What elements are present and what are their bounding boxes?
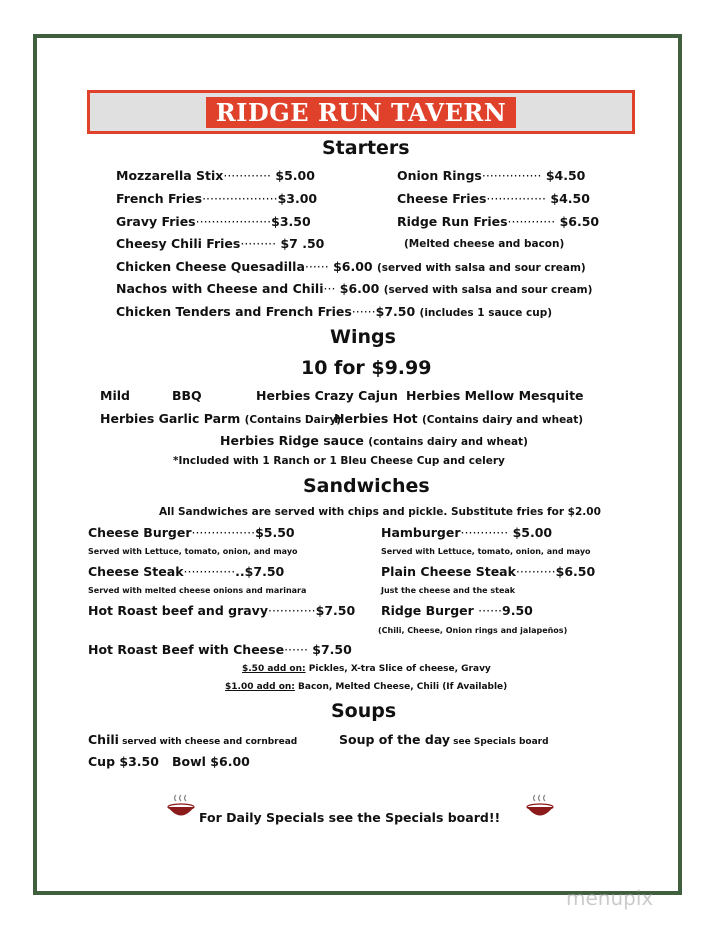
menu-item: Cheese Fries··············· $4.50 bbox=[397, 191, 590, 206]
addon-line: $1.00 add on: Bacon, Melted Cheese, Chili (If Available) bbox=[225, 682, 508, 692]
wing-flavor: Mild bbox=[100, 388, 130, 403]
menu-item: Chicken Cheese Quesadilla······ $6.00 (served with salsa and sour cream) bbox=[116, 259, 586, 274]
wing-flavor: Herbies Garlic Parm (Contains Dairy) bbox=[100, 411, 342, 426]
menu-item: Cheese Burger················$5.50 bbox=[88, 525, 295, 540]
menu-item: Hamburger············ $5.00 bbox=[381, 525, 553, 540]
menu-item: Gravy Fries···················$3.50 bbox=[116, 214, 311, 229]
restaurant-title: RIDGE RUN TAVERN bbox=[206, 97, 516, 128]
wing-flavor: Herbies Crazy Cajun bbox=[256, 388, 398, 403]
addon-line: $.50 add on: Pickles, X-tra Slice of cheese, Gravy bbox=[242, 664, 491, 674]
sandwiches-intro: All Sandwiches are served with chips and pickle. Substitute fries for $2.00 bbox=[159, 506, 601, 518]
menu-item: Mozzarella Stix············ $5.00 bbox=[116, 168, 315, 183]
menu-item: Plain Cheese Steak··········$6.50 bbox=[381, 564, 596, 579]
menu-item: Cheesy Chili Fries········· $7 .50 bbox=[116, 236, 325, 251]
watermark: menupix bbox=[566, 886, 654, 910]
soup-bowl-icon bbox=[525, 794, 555, 820]
menu-item: Hot Roast beef and gravy············$7.50 bbox=[88, 603, 356, 618]
item-description: Just the cheese and the steak bbox=[381, 586, 516, 595]
wing-flavor: Herbies Mellow Mesquite bbox=[406, 388, 584, 403]
wing-flavor: BBQ bbox=[172, 388, 202, 403]
menu-item: Chicken Tenders and French Fries······$7.50 (includes 1 sauce cup) bbox=[116, 304, 553, 319]
soup-bowl-icon bbox=[166, 794, 196, 820]
wings-heading: Wings bbox=[330, 326, 396, 348]
menu-item: Nachos with Cheese and Chili··· $6.00 (served with salsa and sour cream) bbox=[116, 281, 593, 296]
item-description: Served with melted cheese onions and marinara bbox=[88, 586, 307, 595]
wing-flavor: Herbies Hot (Contains dairy and wheat) bbox=[334, 411, 584, 426]
menu-item: Cheese Steak·············..$7.50 bbox=[88, 564, 285, 579]
menu-item: Onion Rings··············· $4.50 bbox=[397, 168, 586, 183]
item-description: (Chili, Cheese, Onion rings and jalapeños) bbox=[378, 626, 568, 635]
menu-item: Ridge Run Fries············ $6.50 bbox=[397, 214, 600, 229]
soup-price: Cup $3.50 bbox=[88, 754, 159, 769]
specials-note: For Daily Specials see the Specials board!! bbox=[199, 810, 501, 825]
soup-item: Soup of the day see Specials board bbox=[339, 732, 549, 747]
item-description: Served with Lettuce, tomato, onion, and mayo bbox=[88, 547, 298, 556]
soups-heading: Soups bbox=[331, 700, 397, 722]
soup-item: Chili served with cheese and cornbread bbox=[88, 732, 298, 747]
wings-footnote: *Included with 1 Ranch or 1 Bleu Cheese Cup and celery bbox=[173, 455, 505, 467]
soup-price: Bowl $6.00 bbox=[172, 754, 250, 769]
menu-item: Ridge Burger ······9.50 bbox=[381, 603, 533, 618]
starters-heading: Starters bbox=[322, 137, 410, 159]
item-note: (Melted cheese and bacon) bbox=[404, 238, 565, 250]
item-description: Served with Lettuce, tomato, onion, and mayo bbox=[381, 547, 591, 556]
wing-flavor: Herbies Ridge sauce (contains dairy and wheat) bbox=[220, 433, 528, 448]
menu-item: Hot Roast Beef with Cheese······ $7.50 bbox=[88, 642, 352, 657]
sandwiches-heading: Sandwiches bbox=[303, 475, 430, 497]
wings-deal: 10 for $9.99 bbox=[301, 357, 432, 379]
menu-item: French Fries···················$3.00 bbox=[116, 191, 318, 206]
